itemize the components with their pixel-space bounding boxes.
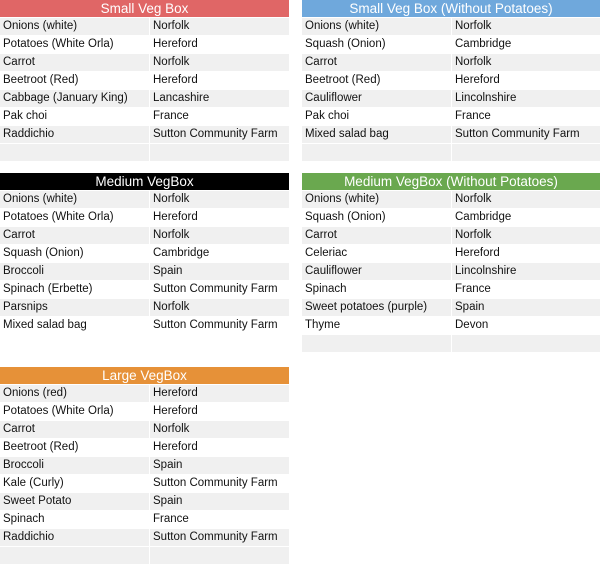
vegetable-origin: Norfolk [153, 301, 190, 313]
vegetable-name: Broccoli [0, 263, 150, 280]
vegetable-origin: Hereford [153, 74, 198, 86]
vegetable-origin: Cambridge [153, 247, 210, 259]
vegetable-name: Sweet potatoes (purple) [302, 299, 452, 316]
empty-cell [302, 335, 452, 352]
vegetable-origin: Sutton Community Farm [153, 531, 278, 543]
table-row [302, 209, 600, 226]
vegetable-origin: Sutton Community Farm [455, 128, 580, 140]
vegetable-name: Spinach [0, 511, 150, 528]
vegetable-name: Beetroot (Red) [0, 72, 150, 89]
vegetable-name: Squash (Onion) [302, 209, 452, 226]
vegetable-origin: Norfolk [455, 56, 492, 68]
vegetable-origin: Sutton Community Farm [153, 477, 278, 489]
vegetable-name: Squash (Onion) [0, 245, 150, 262]
vegetable-name: Spinach (Erbette) [0, 281, 150, 298]
table-row [0, 245, 289, 262]
empty-cell [302, 144, 452, 161]
table-row [0, 385, 289, 402]
empty-cell [0, 547, 150, 564]
vegetable-origin: Hereford [153, 38, 198, 50]
table-row [0, 511, 289, 528]
vegetable-origin: Norfolk [153, 56, 190, 68]
empty-cell [452, 335, 591, 352]
vegetable-origin: Hereford [153, 387, 198, 399]
table-row [0, 191, 289, 208]
vegetable-name: Onions (white) [0, 18, 150, 35]
table-row [302, 90, 600, 107]
vegetable-name: Mixed salad bag [302, 126, 452, 143]
vegetable-name: Cauliflower [302, 90, 452, 107]
vegetable-origin: Hereford [153, 211, 198, 223]
vegetable-name: Mixed salad bag [0, 317, 150, 334]
empty-cell [452, 144, 591, 161]
empty-cell [0, 144, 150, 161]
vegetable-name: Cauliflower [302, 263, 452, 280]
vegetable-name: Carrot [0, 421, 150, 438]
vegetable-origin: Hereford [153, 405, 198, 417]
small-veg-box-rows [0, 18, 289, 161]
medium-vegbox-header: Medium VegBox [0, 173, 289, 190]
vegetable-origin: France [153, 110, 189, 122]
table-row [0, 403, 289, 420]
vegetable-origin: Norfolk [153, 229, 190, 241]
vegetable-name: Potatoes (White Orla) [0, 36, 150, 53]
vegetable-name: Sweet Potato [0, 493, 150, 510]
vegetable-name: Carrot [302, 54, 452, 71]
table-row [302, 18, 600, 35]
vegetable-origin: Norfolk [455, 20, 492, 32]
vegetable-name: Onions (white) [302, 18, 452, 35]
vegetable-name: Beetroot (Red) [0, 439, 150, 456]
small-veg-box [0, 0, 289, 162]
small-veg-box-header: Small Veg Box [0, 0, 289, 17]
table-row [0, 529, 289, 546]
table-row [0, 72, 289, 89]
vegetable-name: Pak choi [0, 108, 150, 125]
empty-row [302, 144, 600, 161]
table-row [0, 281, 289, 298]
table-row [302, 72, 600, 89]
vegetable-name: Beetroot (Red) [302, 72, 452, 89]
small-veg-box-no-potatoes [302, 0, 600, 162]
medium-vegbox [0, 173, 289, 335]
vegetable-origin: Spain [153, 495, 183, 507]
table-row [0, 209, 289, 226]
table-row [302, 299, 600, 316]
table-row [302, 245, 600, 262]
vegetable-name: Celeriac [302, 245, 452, 262]
medium-vegbox-no-potatoes [302, 173, 600, 353]
table-row [0, 18, 289, 35]
vegetable-origin: Sutton Community Farm [153, 319, 278, 331]
large-vegbox [0, 367, 289, 565]
vegetable-name: Spinach [302, 281, 452, 298]
table-row [302, 191, 600, 208]
vegetable-name: Onions (white) [0, 191, 150, 208]
vegetable-origin: Lincolnshire [455, 92, 517, 104]
small-veg-box-no-potatoes-rows [302, 18, 600, 161]
table-row [302, 281, 600, 298]
vegetable-origin: Hereford [455, 74, 500, 86]
vegetable-origin: France [153, 513, 189, 525]
medium-vegbox-no-potatoes-header: Medium VegBox (Without Potatoes) [302, 173, 600, 190]
table-row [302, 36, 600, 53]
vegetable-name: Broccoli [0, 457, 150, 474]
vegetable-origin: Spain [153, 265, 183, 277]
vegetable-origin: Devon [455, 319, 489, 331]
vegetable-name: Onions (red) [0, 385, 150, 402]
vegetable-origin: Hereford [153, 441, 198, 453]
vegetable-origin: Hereford [455, 247, 500, 259]
vegetable-origin: Norfolk [455, 193, 492, 205]
table-row [302, 54, 600, 71]
vegetable-origin: Sutton Community Farm [153, 283, 278, 295]
vegetable-origin: France [455, 110, 491, 122]
vegetable-name: Raddichio [0, 529, 150, 546]
vegetable-name: Carrot [0, 227, 150, 244]
table-row [0, 299, 289, 316]
empty-cell [150, 144, 289, 161]
vegetable-origin: Norfolk [153, 423, 190, 435]
empty-row [302, 335, 600, 352]
table-row [0, 126, 289, 143]
vegetable-name: Cabbage (January King) [0, 90, 150, 107]
vegetable-name: Raddichio [0, 126, 150, 143]
medium-vegbox-no-potatoes-rows [302, 191, 600, 352]
vegetable-name: Onions (white) [302, 191, 452, 208]
table-row [0, 263, 289, 280]
vegetable-origin: Lincolnshire [455, 265, 517, 277]
vegetable-name: Carrot [302, 227, 452, 244]
vegetable-name: Potatoes (White Orla) [0, 209, 150, 226]
vegetable-name: Pak choi [302, 108, 452, 125]
vegetable-name: Thyme [302, 317, 452, 334]
vegetable-name: Parsnips [0, 299, 150, 316]
small-veg-box-no-potatoes-header: Small Veg Box (Without Potatoes) [302, 0, 600, 17]
table-row [0, 421, 289, 438]
table-row [302, 317, 600, 334]
empty-cell [150, 547, 289, 564]
vegetable-name: Potatoes (White Orla) [0, 403, 150, 420]
table-row [0, 457, 289, 474]
large-vegbox-rows [0, 385, 289, 564]
vegetable-origin: Cambridge [455, 211, 512, 223]
vegetable-origin: Cambridge [455, 38, 512, 50]
medium-vegbox-rows [0, 191, 289, 334]
vegetable-origin: Sutton Community Farm [153, 128, 278, 140]
table-row [0, 475, 289, 492]
table-row [0, 108, 289, 125]
vegetable-origin: Norfolk [153, 20, 190, 32]
table-row [302, 126, 600, 143]
vegetable-origin: Spain [455, 301, 485, 313]
table-row [302, 227, 600, 244]
table-row [0, 493, 289, 510]
table-row [0, 90, 289, 107]
table-row [302, 263, 600, 280]
empty-row [0, 144, 289, 161]
table-row [0, 54, 289, 71]
vegetable-name: Squash (Onion) [302, 36, 452, 53]
table-row [302, 108, 600, 125]
vegetable-origin: Spain [153, 459, 183, 471]
vegetable-origin: Lancashire [153, 92, 210, 104]
vegetable-origin: France [455, 283, 491, 295]
vegetable-origin: Norfolk [455, 229, 492, 241]
vegetable-origin: Norfolk [153, 193, 190, 205]
vegetable-name: Carrot [0, 54, 150, 71]
table-row [0, 227, 289, 244]
large-vegbox-header: Large VegBox [0, 367, 289, 384]
table-row [0, 317, 289, 334]
table-row [0, 36, 289, 53]
empty-row [0, 547, 289, 564]
table-row [0, 439, 289, 456]
vegetable-name: Kale (Curly) [0, 475, 150, 492]
